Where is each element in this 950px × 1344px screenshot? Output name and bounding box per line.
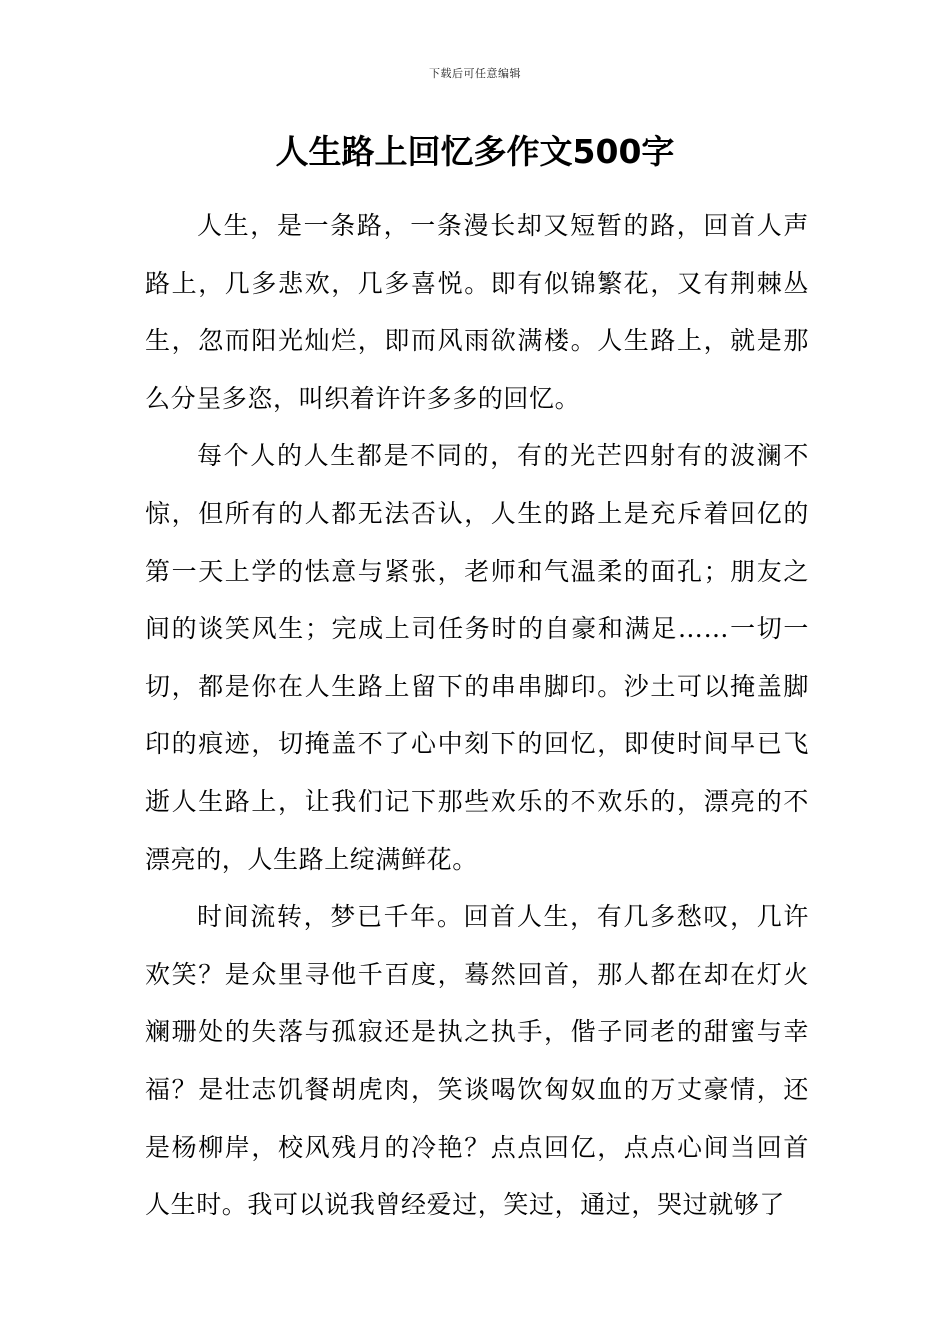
header-note: 下载后可任意编辑	[429, 67, 521, 80]
paragraph-3: 时间流转，梦已千年。回首人生，有几多愁叹，几许欢笑？是众里寻他千百度，蓦然回首，那人都在却在灯火斓珊处的失落与孤寂还是执之执手，偕子同老的甜蜜与幸福？是壮志饥餐胡虎肉，笑谈喝饮匈奴血的万丈豪情，还是杨柳岸，校风残月的冷艳？点点回亿，点点心间当回首人生时。我可以说我曾经爱过，笑过，通过，哭过就够了	[145, 902, 809, 1220]
paragraph-1: 人生，是一条路，一条漫长却又短暂的路，回首人声路上，几多悲欢，几多喜悦。即有似锦繁花，又有荆棘丛生，忽而阳光灿烂，即而风雨欲满楼。人生路上，就是那么分呈多恣，叫织着许许多多的回忆。	[145, 211, 809, 413]
paragraph-2: 每个人的人生都是不同的，有的光芒四射有的波澜不惊，但所有的人都无法否认，人生的路上是充斥着回亿的第一天上学的怯意与紧张，老师和气温柔的面孔；朋友之间的谈笑风生；完成上司任务时的自豪和满足……一切一切，都是你在人生路上留下的串串脚印。沙土可以掩盖脚印的痕迹，切掩盖不了心中刻下的回忆，即使时间早已飞逝人生路上，让我们记下那些欢乐的不欢乐的，漂亮的不漂亮的，人生路上绽满鲜花。	[145, 441, 809, 874]
document-title: 人生路上回忆多作文500字	[275, 132, 675, 171]
document-body	[145, 197, 809, 1234]
